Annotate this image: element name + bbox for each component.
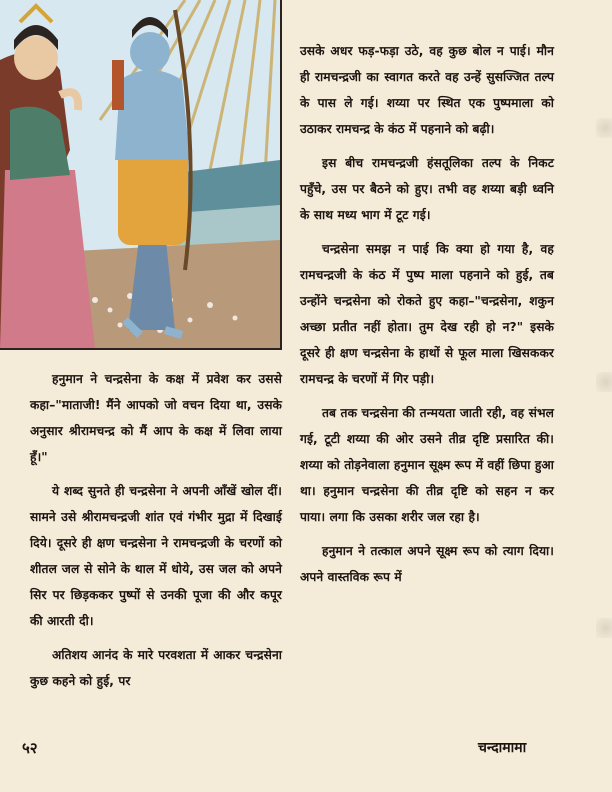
paragraph: इस बीच रामचन्द्रजी हंसतूलिका तल्प के निकट पहुँचे, उस पर बैठने को हुए। तभी वह शय्या बड़ी ध्वनि के साथ मध्य भाग में टूट गई। (300, 156, 554, 222)
page-number: ५२ (22, 739, 38, 757)
paragraph: ये शब्द सुनते ही चन्द्रसेना ने अपनी आँखें खोल दीं। सामने उसे श्रीरामचन्द्रजी शांत एवं गंभीर मुद्रा में दिखाई दिये। दूसरे ही क्षण चन्द्रसेना ने रामचन्द्रजी के चरणों को शीतल जल से सोने के थाल में धोये, उस जल को अपने सिर पर छिड़ककर पुष्पों से उनकी पूजा की और कपूर की आरती दी। (30, 484, 282, 628)
paragraph: तब तक चन्द्रसेना की तन्मयता जाती रही, वह संभल गई, टूटी शय्या की ओर उसने तीव्र दृष्टि प्रसारित की। शय्या को तोड़नेवाला हनुमान सूक्ष्म रूप में वहीं छिपा हुआ था। हनुमान चन्द्रसेना की तीव्र दृष्टि को सहन न कर पाया। लगा कि उसका शरीर जल रहा है। (300, 406, 554, 524)
binding-mark (596, 372, 612, 392)
binding-mark (596, 118, 612, 138)
magazine-name: चन्दामामा (478, 740, 527, 756)
binding-mark (596, 618, 612, 638)
right-text-column (300, 38, 554, 598)
paragraph: अतिशय आनंद के मारे परवशता में आकर चन्द्रसेना कुछ कहने को हुई, पर (30, 648, 282, 688)
paragraph: हनुमान ने चन्द्रसेना के कक्ष में प्रवेश कर उससे कहा–"माताजी! मैंने आपको जो वचन दिया था, उसके अनुसार श्रीरामचन्द्र को मैं आप के कक्ष में लिवा लाया हूँ।" (30, 372, 282, 464)
left-text-column (30, 366, 282, 702)
paragraph: चन्द्रसेना समझ न पाई कि क्या हो गया है, वह रामचन्द्रजी के कंठ में पुष्प माला पहनाने को हुई, तब उन्होंने चन्द्रसेना को रोकते हुए कहा–"चन्द्रसेना, शकुन अच्छा प्रतीत नहीं होता। तुम देख रही हो न?" इसके दूसरे ही क्षण चन्द्रसेना के हाथों से फूल माला खिसककर रामचन्द्र के चरणों में गिर पड़ी। (300, 242, 554, 386)
paragraph: हनुमान ने तत्काल अपने सूक्ष्म रूप को त्याग दिया। अपने वास्तविक रूप में (300, 544, 554, 584)
illustration-rama-chandrasena-icon (0, 0, 280, 348)
paragraph: उसके अधर फड़-फड़ा उठे, वह कुछ बोल न पाई। मौन ही रामचन्द्रजी का स्वागत करते वह उन्हें सुसज्जित तल्प के पास ले गई। शय्या पर स्थित एक पुष्पमाला को उठाकर रामचन्द्र के कंठ में पहनाने को बढ़ी। (300, 44, 554, 136)
story-illustration (0, 0, 282, 350)
